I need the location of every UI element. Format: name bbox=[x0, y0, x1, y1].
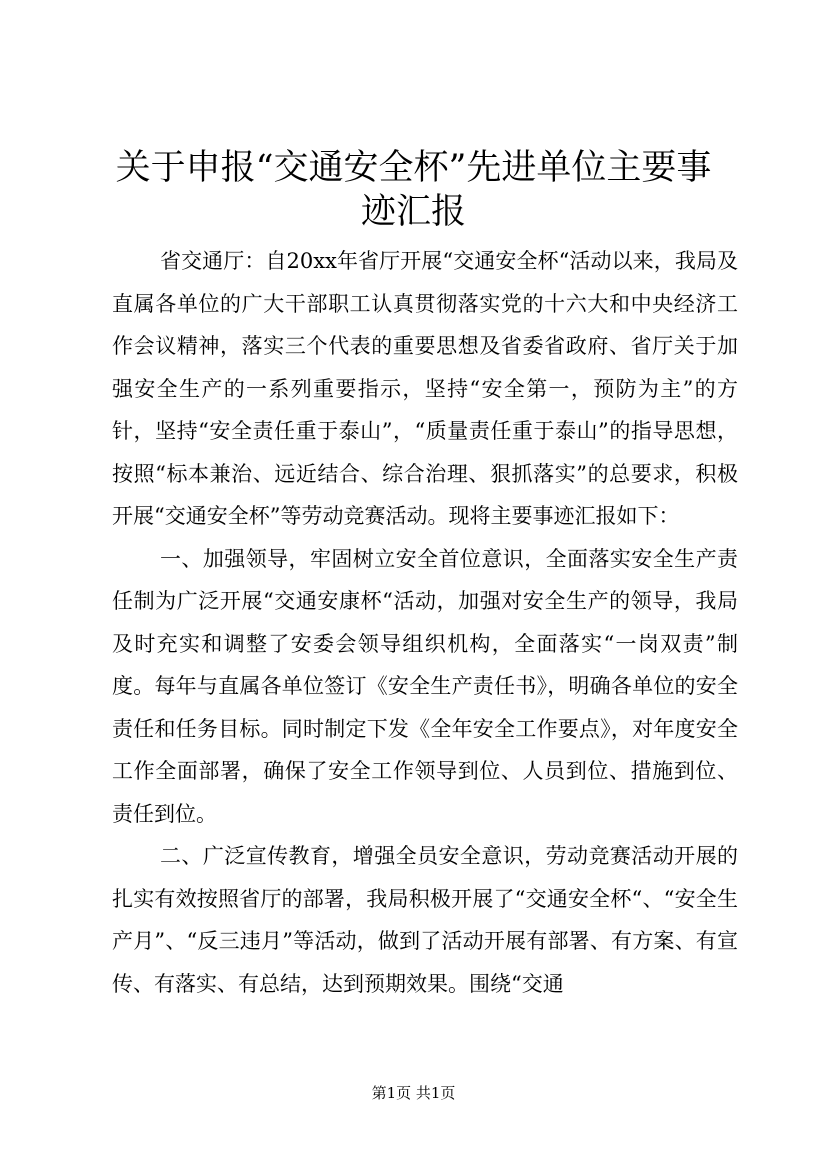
document-body bbox=[112, 240, 738, 1005]
paragraph-2: 一、加强领导，牢固树立安全首位意识，全面落实安全生产责任制为广泛开展“交通安康杯“活动，加强对安全生产的领导，我局及时充实和调整了安委会领导组织机构，全面落实“一岗双责”制度。每年与直属各单位签订《安全生产责任书》，明确各单位的安全责任和任务目标。同时制定下发《全年安全工作要点》，对年度安全工作全面部署，确保了安全工作领导到位、人员到位、措施到位、责任到位。 bbox=[112, 546, 738, 826]
document-title: 关于申报“交通安全杯”先进单位主要事迹汇报 bbox=[115, 148, 712, 232]
page-footer: 第1页 共1页 bbox=[371, 1084, 456, 1102]
paragraph-1: 省交通厅：自20xx年省厅开展“交通安全杯“活动以来，我局及直属各单位的广大干部职工认真贯彻落实党的十六大和中央经济工作会议精神，落实三个代表的重要思想及省委省政府、省厅关于加强安全生产的一系列重要指示，坚持“安全第一，预防为主”的方针，坚持“安全责任重于泰山”，“质量责任重于泰山”的指导思想，按照“标本兼治、远近结合、综合治理、狠抓落实”的总要求，积极开展“交通安全杯”等劳动竞赛活动。现将主要事迹汇报如下： bbox=[112, 249, 738, 528]
paragraph-3: 二、广泛宣传教育，增强全员安全意识，劳动竞赛活动开展的扎实有效按照省厅的部署，我局积极开展了“交通安全杯“、“安全生产月”、“反三违月”等活动，做到了活动开展有部署、有方案、有宣传、有落实、有总结，达到预期效果。围绕“交通 bbox=[112, 844, 738, 996]
